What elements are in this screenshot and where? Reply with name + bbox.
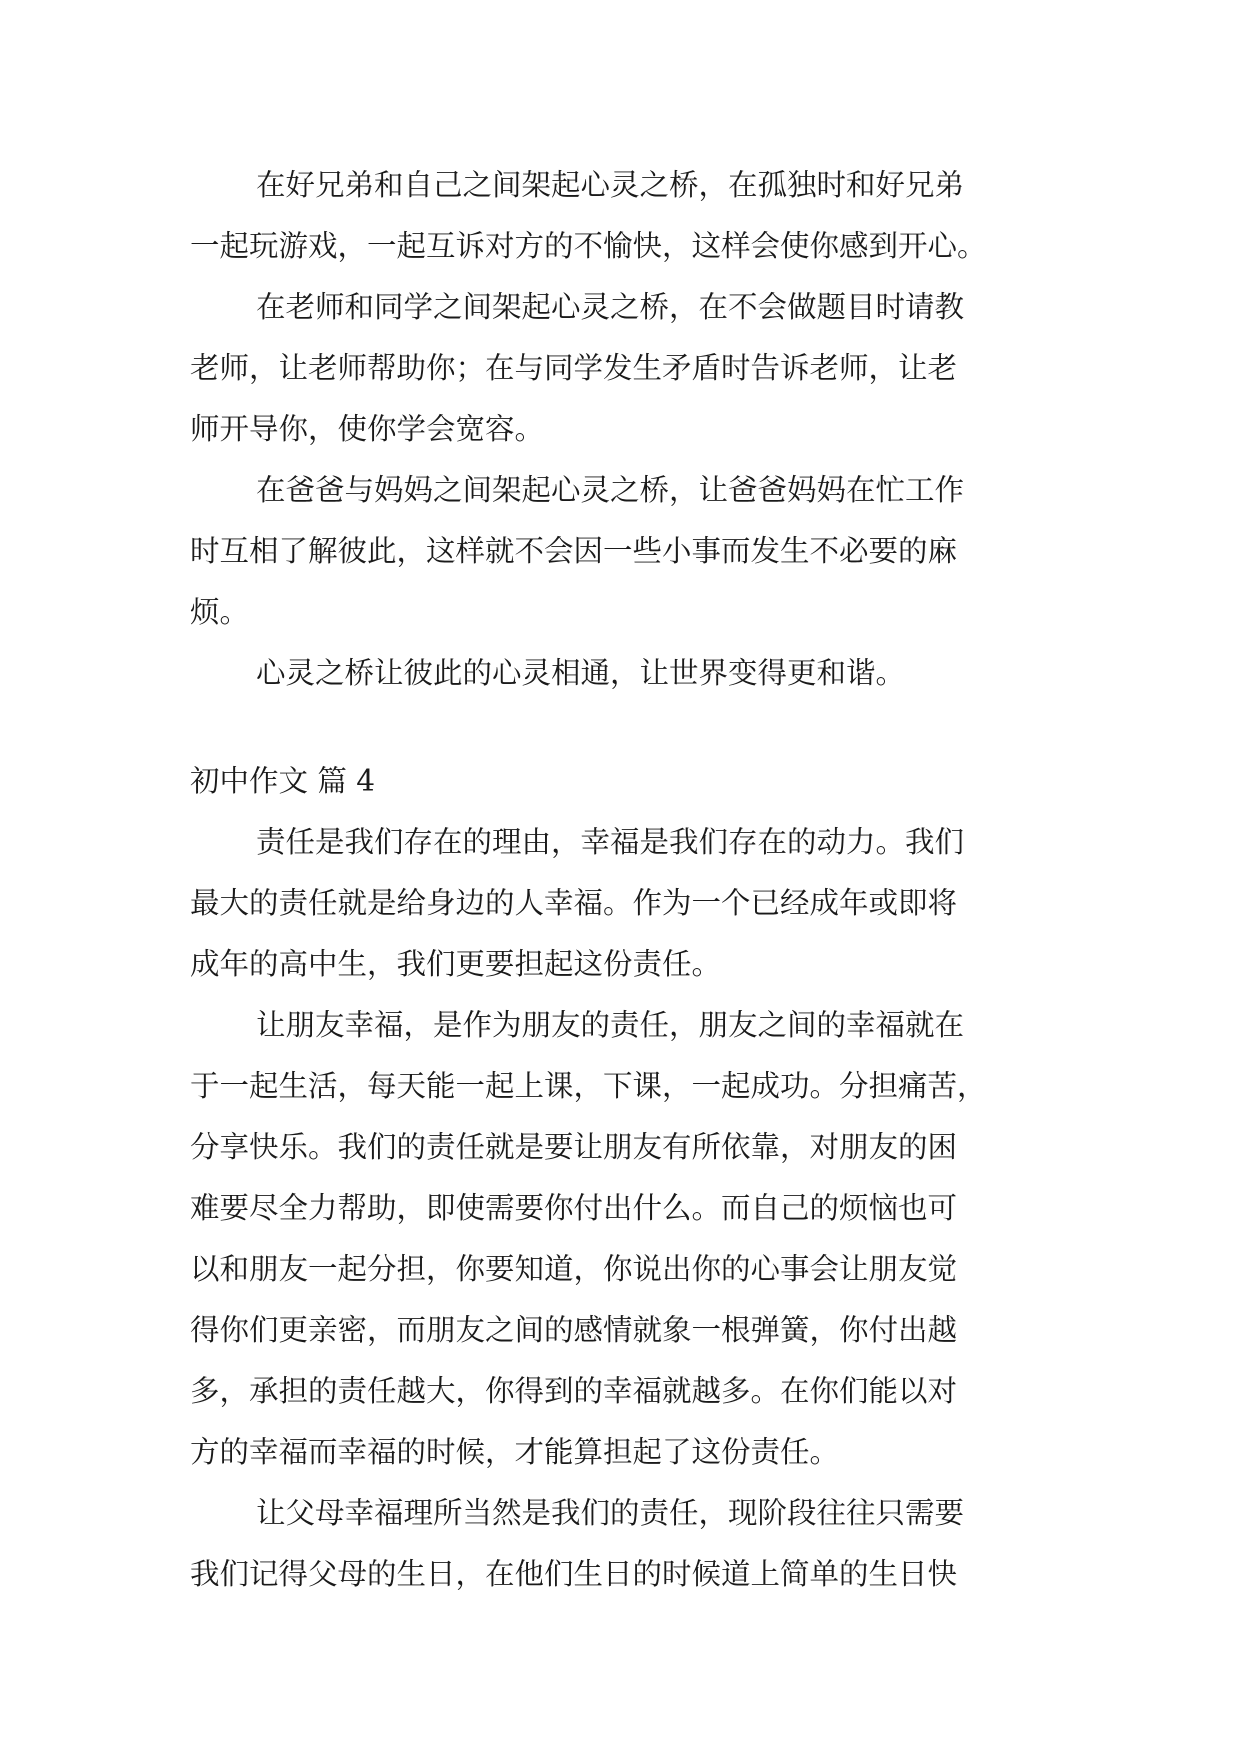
paragraph-line bbox=[0, 401, 1241, 457]
paragraph-text: 于一起生活，每天能一起上课，下课，一起成功。分担痛苦， bbox=[190, 1069, 987, 1103]
paragraph-line bbox=[0, 1363, 1241, 1419]
paragraph-text: 在好兄弟和自己之间架起心灵之桥，在孤独时和好兄弟 bbox=[256, 168, 965, 202]
paragraph-text: 让父母幸福理所当然是我们的责任，现阶段往往只需要 bbox=[256, 1496, 965, 1530]
paragraph-line bbox=[0, 936, 1241, 992]
paragraph-line bbox=[0, 1180, 1241, 1236]
paragraph-line bbox=[0, 523, 1241, 579]
paragraph-line bbox=[0, 875, 1241, 931]
paragraph-line bbox=[0, 1302, 1241, 1358]
paragraph-line bbox=[0, 584, 1241, 640]
paragraph-line bbox=[0, 1119, 1241, 1175]
paragraph-line bbox=[0, 340, 1241, 396]
paragraph-text: 最大的责任就是给身边的人幸福。作为一个已经成年或即将 bbox=[190, 886, 958, 920]
paragraph-line bbox=[0, 814, 1241, 870]
paragraph-text: 方的幸福而幸福的时候，才能算担起了这份责任。 bbox=[190, 1435, 840, 1469]
paragraph-text: 成年的高中生，我们更要担起这份责任。 bbox=[190, 947, 722, 981]
paragraph-line bbox=[0, 218, 1241, 274]
paragraph-text: 在爸爸与妈妈之间架起心灵之桥，让爸爸妈妈在忙工作 bbox=[256, 473, 965, 507]
paragraph-line bbox=[0, 1424, 1241, 1480]
paragraph-line bbox=[0, 1546, 1241, 1602]
paragraph-text: 难要尽全力帮助，即使需要你付出什么。而自己的烦恼也可 bbox=[190, 1191, 958, 1225]
paragraph-line bbox=[0, 997, 1241, 1053]
paragraph-text: 老师，让老师帮助你；在与同学发生矛盾时告诉老师，让老 bbox=[190, 351, 958, 385]
paragraph-text: 我们记得父母的生日，在他们生日的时候道上简单的生日快 bbox=[190, 1557, 958, 1591]
paragraph-line bbox=[0, 157, 1241, 213]
paragraph-text: 责任是我们存在的理由，幸福是我们存在的动力。我们 bbox=[256, 825, 965, 859]
paragraph-line bbox=[0, 462, 1241, 518]
paragraph-text: 师开导你，使你学会宽容。 bbox=[190, 412, 545, 446]
paragraph-line bbox=[0, 1058, 1241, 1114]
paragraph-text: 一起玩游戏，一起互诉对方的不愉快，这样会使你感到开心。 bbox=[190, 229, 987, 263]
paragraph-text: 分享快乐。我们的责任就是要让朋友有所依靠，对朋友的困 bbox=[190, 1130, 958, 1164]
section-title bbox=[0, 753, 1241, 809]
paragraph-line bbox=[0, 1485, 1241, 1541]
paragraph-text: 让朋友幸福，是作为朋友的责任，朋友之间的幸福就在 bbox=[256, 1008, 965, 1042]
paragraph-text: 在老师和同学之间架起心灵之桥，在不会做题目时请教 bbox=[256, 290, 965, 324]
paragraph-text: 得你们更亲密，而朋友之间的感情就象一根弹簧，你付出越 bbox=[190, 1313, 958, 1347]
paragraph-line bbox=[0, 645, 1241, 701]
paragraph-text: 烦。 bbox=[190, 595, 250, 629]
paragraph-line bbox=[0, 1241, 1241, 1297]
paragraph-text: 心灵之桥让彼此的心灵相通，让世界变得更和谐。 bbox=[256, 656, 906, 690]
paragraph-line bbox=[0, 279, 1241, 335]
paragraph-text: 以和朋友一起分担，你要知道，你说出你的心事会让朋友觉 bbox=[190, 1252, 958, 1286]
paragraph-text: 时互相了解彼此，这样就不会因一些小事而发生不必要的麻 bbox=[190, 534, 958, 568]
section-title-text: 初中作文 篇 4 bbox=[190, 764, 376, 798]
paragraph-text: 多，承担的责任越大，你得到的幸福就越多。在你们能以对 bbox=[190, 1374, 958, 1408]
